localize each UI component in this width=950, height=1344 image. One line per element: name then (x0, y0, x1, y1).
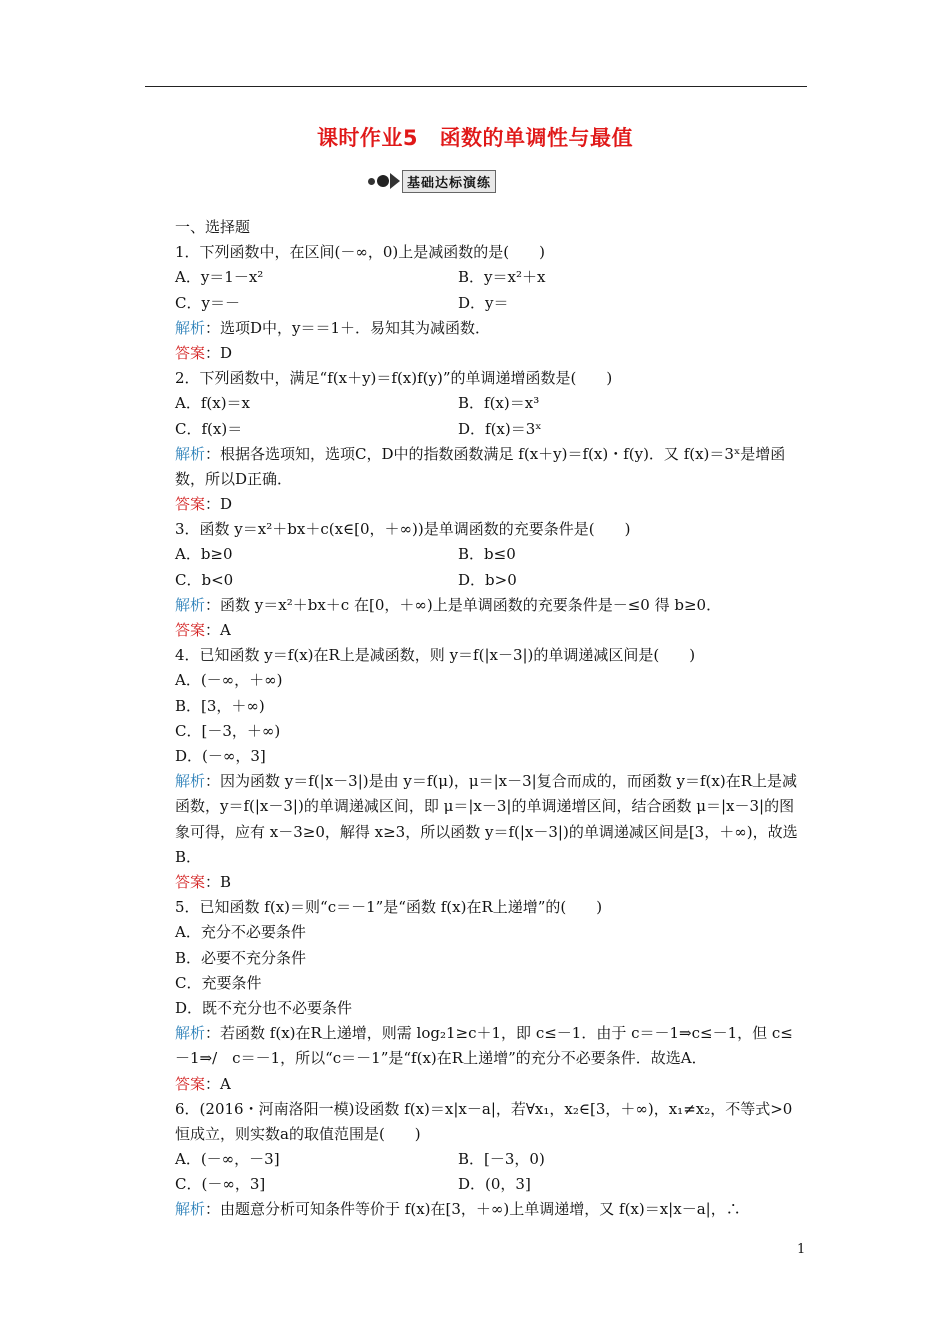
analysis-label: 解析 (175, 1024, 206, 1043)
section-heading: 一、选择题 (175, 218, 251, 236)
analysis-text: ：由题意分析可知条件等价于 f(x)在[3，＋∞)上单调递增，又 f(x)＝x|x－a|，∴ (205, 1200, 741, 1219)
answer (145, 870, 807, 895)
analysis-label: 解析 (175, 318, 206, 337)
option: D．(－∞，3] (175, 746, 266, 765)
analysis-label: 解析 (175, 772, 206, 791)
dot-small-icon (368, 178, 375, 185)
analysis-text: ：根据各选项知，选项C，D中的指数函数满足 f(x＋y)＝f(x)・f(y)．又 f(x)＝3ˣ是增函数，所以D正确． (175, 444, 786, 488)
question-stem: 1．下列函数中，在区间(－∞，0)上是减函数的是( ) (175, 243, 545, 262)
option: A．y＝1－x² (175, 268, 264, 287)
answer-label: 答案 (175, 621, 206, 640)
option: D．f(x)＝3ˣ (458, 419, 542, 438)
analysis (145, 769, 807, 870)
option-row (145, 568, 807, 593)
option: A．b≥0 (175, 545, 233, 564)
answer (145, 618, 807, 643)
analysis (145, 593, 807, 618)
option-row (145, 1147, 807, 1172)
analysis-label: 解析 (175, 1200, 206, 1219)
analysis-text: ：函数 y＝x²＋bx＋c 在[0，＋∞)上是单调函数的充要条件是－≤0 得 b≥0． (205, 595, 722, 614)
option: C．[－3，＋∞) (175, 721, 281, 740)
banner-label: 基础达标演练 (402, 170, 496, 193)
dot-large-icon (377, 175, 389, 187)
title-main: 函数的单调性与最值 (439, 126, 634, 150)
answer-label: 答案 (175, 343, 206, 362)
option: C．f(x)＝ (175, 419, 243, 438)
option-row (145, 291, 807, 316)
option: C．y＝－ (175, 293, 240, 312)
answer-text: ：A (205, 621, 231, 640)
answer (145, 492, 807, 517)
analysis (145, 442, 807, 492)
analysis-text: ：若函数 f(x)在R上递增，则需 log₂1≥c＋1，即 c≤－1．由于 c＝－1⇒c≤－1，但 c≤－1⇒/ c＝－1，所以“c＝－1”是“f(x)在R上递增”的充分不必要条件．故选A． (175, 1024, 793, 1068)
option: B．必要不充分条件 (175, 948, 307, 967)
section-banner (368, 170, 496, 192)
header-rule (145, 86, 807, 87)
question-stem: 2．下列函数中，满足“f(x＋y)＝f(x)f(y)”的单调递增函数是( ) (175, 369, 613, 388)
answer (145, 341, 807, 366)
answer-label: 答案 (175, 495, 206, 514)
option: A．f(x)＝x (175, 394, 251, 413)
analysis-text: ：选项D中，y＝＝1＋．易知其为减函数． (205, 318, 491, 337)
analysis-label: 解析 (175, 595, 206, 614)
question-stem: 3．函数 y＝x²＋bx＋c(x∈[0，＋∞))是单调函数的充要条件是( ) (175, 520, 631, 539)
option: C．充要条件 (175, 973, 262, 992)
option: B．f(x)＝x³ (458, 394, 540, 413)
option-row (145, 1172, 807, 1197)
question-stem: 4．已知函数 y＝f(x)在R上是减函数，则 y＝f(|x－3|)的单调递减区间是( ) (175, 646, 696, 665)
option: D．(0，3] (458, 1175, 531, 1194)
answer-text: ：B (205, 872, 232, 891)
answer-text: ：D (205, 495, 233, 514)
option: A．(－∞，－3] (175, 1150, 280, 1169)
option-row (145, 265, 807, 290)
option: B．y＝x²＋x (458, 268, 546, 287)
analysis (145, 1197, 807, 1222)
option: A．(－∞，＋∞) (175, 671, 283, 690)
answer (145, 1072, 807, 1097)
answer-text: ：D (205, 343, 233, 362)
question-stem: 5．已知函数 f(x)＝则“c＝－1”是“函数 f(x)在R上递增”的( ) (175, 898, 603, 917)
option: B．b≤0 (458, 545, 516, 564)
arrow-right-icon (390, 173, 400, 189)
analysis-text: ：因为函数 y＝f(|x－3|)是由 y＝f(μ)，μ＝|x－3|复合而成的，而函数 y＝f(x)在R上是减函数，y＝f(|x－3|)的单调递减区间，即 μ＝|x－3|的单调递增区间，结合函数 μ＝|x－3|的图象可得，应有 x－3≥0，解得 x≥3，所以函数 y＝f(|x－3|)的单调递减区间是[3，＋∞)，故选B． (175, 772, 798, 866)
option-row (145, 417, 807, 442)
option: D．b>0 (458, 570, 517, 589)
option: A．充分不必要条件 (175, 923, 306, 942)
option: B．[3，＋∞) (175, 696, 265, 715)
title-prefix: 课时作业5 (316, 126, 419, 150)
option: D．既不充分也不必要条件 (175, 998, 353, 1017)
analysis-label: 解析 (175, 444, 206, 463)
answer-label: 答案 (175, 1074, 206, 1093)
option: C．b<0 (175, 570, 234, 589)
document-body (145, 215, 807, 1223)
page-number: 1 (797, 1242, 806, 1257)
analysis (145, 1021, 807, 1071)
page-title (0, 122, 950, 152)
analysis (145, 316, 807, 341)
answer-text: ：A (205, 1074, 231, 1093)
option-row (145, 542, 807, 567)
option: D．y＝ (458, 293, 509, 312)
option: C．(－∞，3] (175, 1175, 266, 1194)
question-stem: 6．(2016・河南洛阳一模)设函数 f(x)＝x|x－a|，若∀x₁，x₂∈[3，＋∞)，x₁≠x₂，不等式>0恒成立，则实数a的取值范围是( ) (175, 1099, 793, 1143)
option-row (145, 391, 807, 416)
answer-label: 答案 (175, 872, 206, 891)
option: B．[－3，0) (458, 1150, 545, 1169)
